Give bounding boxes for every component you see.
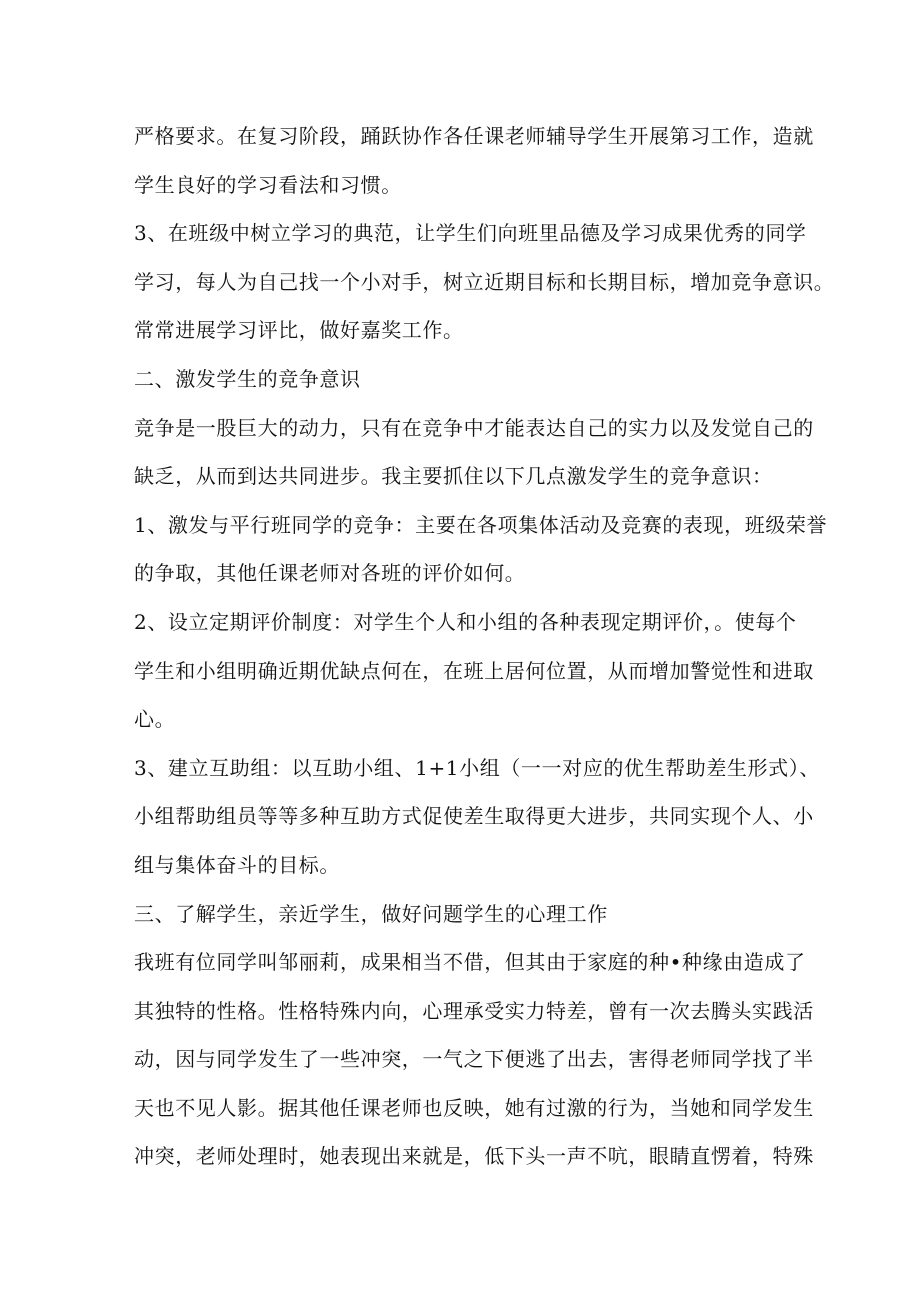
paragraph-line: 常常进展学习评比，做好嘉奖工作。 [134, 318, 464, 343]
paragraph-line: 心。 [134, 707, 176, 732]
paragraph-line: 3、在班级中树立学习的典范，让学生们向班里品德及学习成果优秀的同学 [134, 221, 807, 246]
paragraph-line: 组与集体奋斗的目标。 [134, 852, 340, 877]
paragraph-line: 学生和小组明确近期优缺点何在，在班上居何位置，从而增加警觉性和进取 [134, 658, 814, 683]
paragraph-line: 学生良好的学习看法和习惯。 [134, 172, 402, 197]
paragraph-line: 小组帮助组员等等多种互助方式促使差生取得更大进步，共同实现个人、小 [134, 804, 814, 829]
section-heading: 二、激发学生的竞争意识 [134, 366, 361, 391]
section-heading: 三、了解学生，亲近学生，做好问题学生的心理工作 [134, 901, 608, 926]
paragraph-line: 1、激发与平行班同学的竞争：主要在各项集体活动及竞赛的表现，班级荣誉 [134, 512, 828, 537]
paragraph-line: 学习，每人为自己找一个小对手，树立近期目标和长期目标，增加竞争意识。 [134, 269, 835, 294]
paragraph-line: 竞争是一股巨大的动力，只有在竞争中才能表达自己的实力以及发觉自己的 [134, 415, 814, 440]
paragraph-line: 其独特的性格。性格特殊内向，心理承受实力特差，曾有一次去腾头实践活 [134, 998, 814, 1023]
paragraph-line: 缺乏，从而到达共同进步。我主要抓住以下几点激发学生的竞争意识： [134, 464, 773, 489]
paragraph-line: 冲突，老师处理时，她表现出来就是，低下头一声不吭，眼睛直愣着，特殊 [134, 1144, 814, 1169]
document-body [134, 112, 835, 1181]
paragraph-line: 动，因与同学发生了一些冲突，一气之下便逃了出去，害得老师同学找了半 [134, 1047, 814, 1072]
paragraph-line: 严格要求。在复习阶段，踊跃协作各任课老师辅导学生开展第习工作，造就 [134, 124, 814, 148]
paragraph-line: 2、设立定期评价制度：对学生个人和小组的各种表现定期评价，。使每个 [134, 609, 797, 634]
paragraph-line: 我班有位同学叫邹丽莉，成果相当不借，但其由于家庭的种•种缘由造成了 [134, 950, 806, 975]
paragraph-line: 天也不见人影。据其他任课老师也反映，她有过激的行为，当她和同学发生 [134, 1095, 814, 1120]
paragraph-line: 3、建立互助组：以互助小组、1+1小组（一一对应的优生帮助差生形式）、 [134, 755, 820, 780]
paragraph-line: 的争取，其他任课老师对各班的评价如何。 [134, 561, 526, 586]
